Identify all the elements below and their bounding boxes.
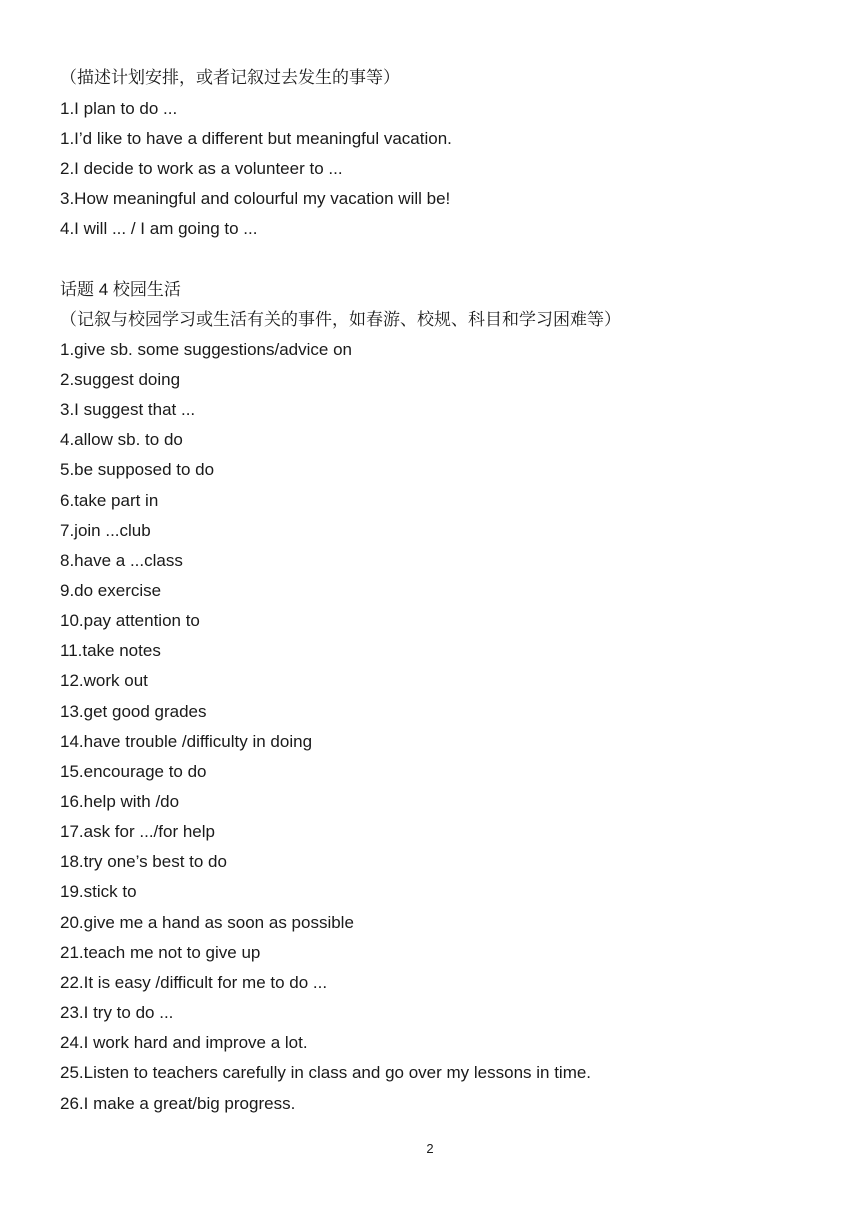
section-note: （描述计划安排，或者记叙过去发生的事等） bbox=[60, 68, 400, 87]
list-item: 6.take part in bbox=[60, 491, 159, 510]
list-item: 7.join ...club bbox=[60, 521, 151, 540]
list-item: 1.I plan to do ... bbox=[60, 99, 178, 118]
list-item: 12.work out bbox=[60, 671, 148, 690]
list-item: 22.It is easy /difficult for me to do ... bbox=[60, 973, 328, 992]
list-item: 1.I’d like to have a different but meaningful vacation. bbox=[60, 129, 452, 148]
list-item: 19.stick to bbox=[60, 882, 137, 901]
list-item: 9.do exercise bbox=[60, 581, 162, 600]
list-item: 20.give me a hand as soon as possible bbox=[60, 913, 354, 932]
page-number: 2 bbox=[426, 1141, 434, 1156]
list-item: 13.get good grades bbox=[60, 702, 207, 721]
topic-heading: 话题 4 校园生活 bbox=[60, 280, 181, 299]
list-item: 15.encourage to do bbox=[60, 762, 207, 781]
list-item: 3.I suggest that ... bbox=[60, 400, 196, 419]
topic-note: （记叙与校园学习或生活有关的事件，如春游、校规、科目和学习困难等） bbox=[60, 310, 621, 329]
list-item: 5.be supposed to do bbox=[60, 460, 215, 479]
list-item: 14.have trouble /difficulty in doing bbox=[60, 732, 313, 751]
list-item: 24.I work hard and improve a lot. bbox=[60, 1033, 308, 1052]
list-item: 21.teach me not to give up bbox=[60, 943, 261, 962]
list-item: 25.Listen to teachers carefully in class and go over my lessons in time. bbox=[60, 1063, 592, 1082]
list-item: 4.allow sb. to do bbox=[60, 430, 183, 449]
list-item: 8.have a ...class bbox=[60, 551, 183, 570]
list-item: 4.I will ... / I am going to ... bbox=[60, 219, 258, 238]
list-item: 2.I decide to work as a volunteer to ... bbox=[60, 159, 343, 178]
list-item: 11.take notes bbox=[60, 641, 161, 660]
list-item: 17.ask for .../for help bbox=[60, 822, 215, 841]
list-item: 23.I try to do ... bbox=[60, 1003, 174, 1022]
list-item: 2.suggest doing bbox=[60, 370, 181, 389]
list-item: 3.How meaningful and colourful my vacation will be! bbox=[60, 189, 451, 208]
list-item: 16.help with /do bbox=[60, 792, 180, 811]
list-item: 1.give sb. some suggestions/advice on bbox=[60, 340, 353, 359]
list-item: 18.try one’s best to do bbox=[60, 852, 227, 871]
list-item: 26.I make a great/big progress. bbox=[60, 1094, 296, 1113]
list-item: 10.pay attention to bbox=[60, 611, 200, 630]
